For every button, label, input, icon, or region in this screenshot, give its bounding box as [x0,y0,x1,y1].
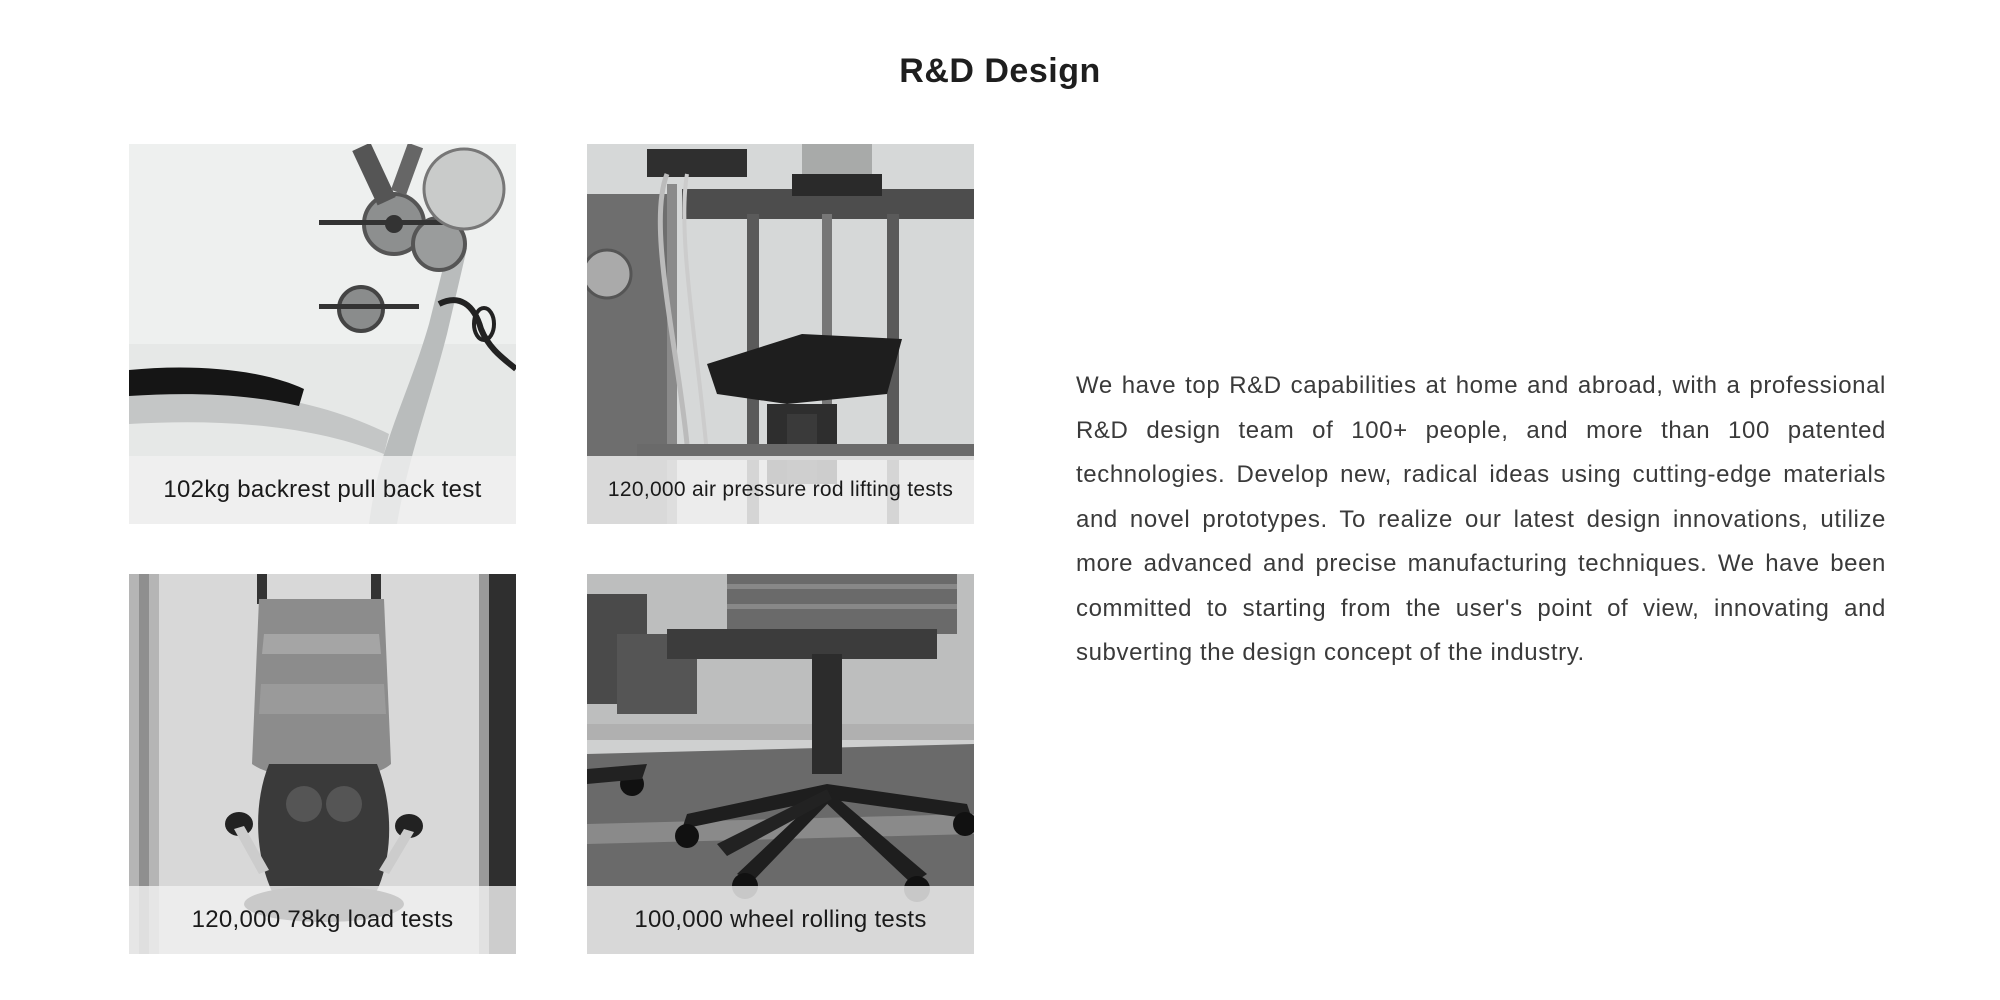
test-card-gas-rod [587,144,974,524]
test-card-backrest [129,144,516,524]
section-title: R&D Design [899,52,1101,90]
test-caption: 102kg backrest pull back test [129,456,516,524]
test-card-wheel [587,574,974,954]
rd-description: We have top R&D capabilities at home and abroad, with a professional R&D design team of 100+ people, and more than 100 patented technologies. Develop new, radical ideas using cutting-edge materials and novel prototypes. To realize our latest design innovations, utilize more advanced and precise manufacturing techniques. We have been committed to starting from the user's point of view, innovating and subverting the design concept of the industry. [1076,372,1886,666]
test-caption: 100,000 wheel rolling tests [587,886,974,954]
test-card-load [129,574,516,954]
test-caption: 120,000 air pressure rod lifting tests [587,456,974,524]
test-caption: 120,000 78kg load tests [129,886,516,954]
